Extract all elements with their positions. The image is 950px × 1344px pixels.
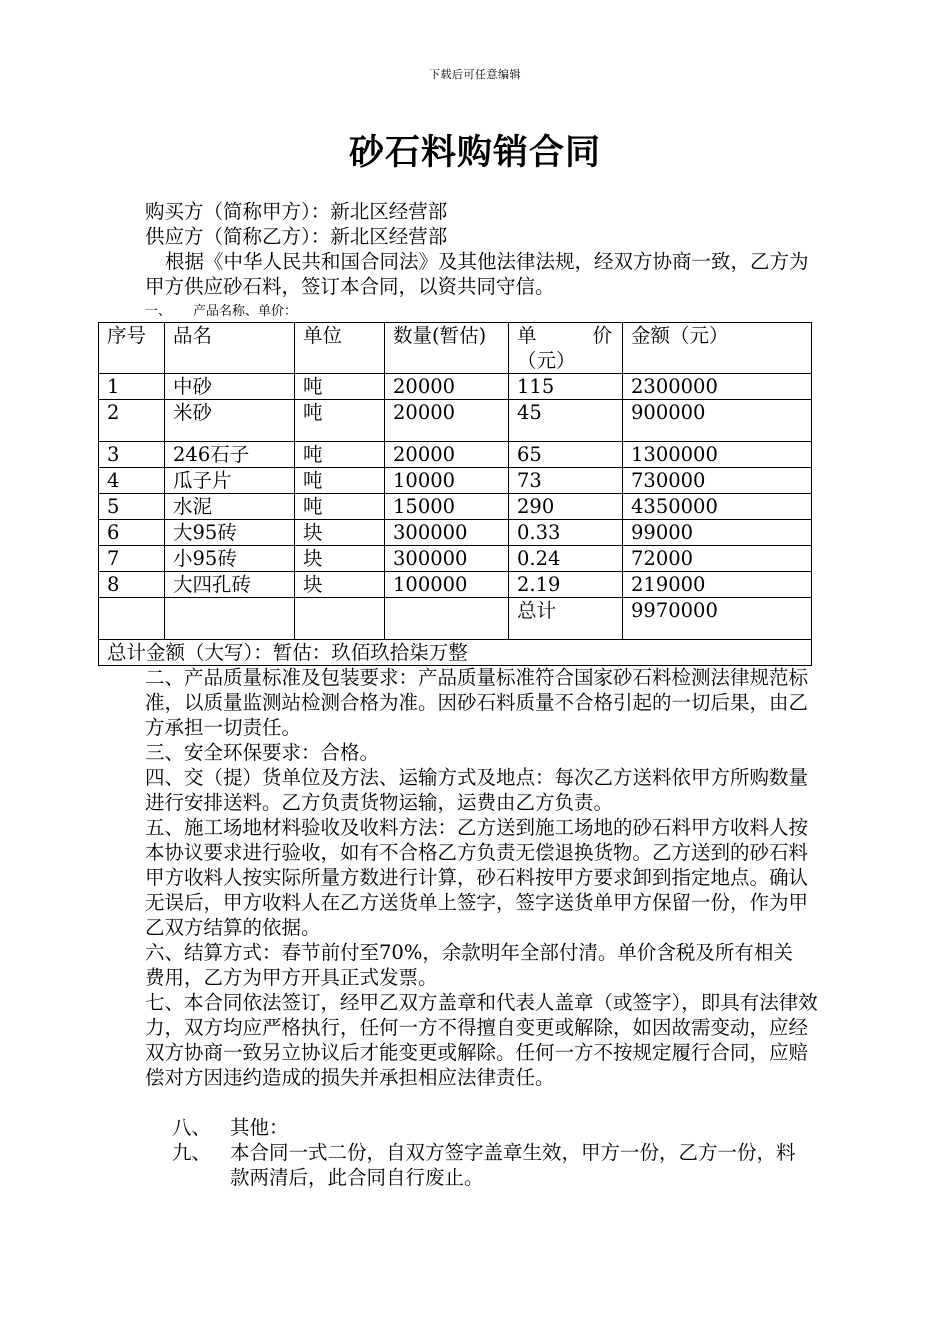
section-nine-text: 本合同一式二份，自双方签字盖章生效，甲方一份，乙方一份，料款两清后，此合同自行废止。 — [230, 1141, 796, 1189]
cell-unit: 吨 — [295, 468, 385, 494]
cell-price: 0.33 — [509, 520, 623, 546]
table-row — [99, 442, 812, 468]
section-three: 三、安全环保要求：合格。 — [145, 741, 380, 764]
cell-empty — [295, 598, 385, 640]
section-eight-number: 八、 — [172, 1116, 212, 1139]
cell-price: 290 — [509, 494, 623, 520]
cell-qty: 20000 — [385, 442, 509, 468]
cell-seq: 7 — [99, 546, 165, 572]
cell-unit: 块 — [295, 520, 385, 546]
document-title: 砂石料购销合同 — [348, 132, 601, 173]
cell-empty — [385, 598, 509, 640]
cell-amount: 730000 — [623, 468, 812, 494]
header-price-part2: 价 — [592, 324, 612, 347]
cell-qty: 300000 — [385, 520, 509, 546]
table-row — [99, 546, 812, 572]
cell-amount: 99000 — [623, 520, 812, 546]
table-total-row — [99, 598, 812, 640]
cell-amount: 72000 — [623, 546, 812, 572]
cell-qty: 100000 — [385, 572, 509, 598]
total-value: 9970000 — [623, 598, 812, 640]
cell-seq: 5 — [99, 494, 165, 520]
supplier-line: 供应方（简称乙方）：新北区经营部 — [145, 225, 448, 248]
cell-name: 大95砖 — [165, 520, 295, 546]
cell-empty — [99, 598, 165, 640]
section-six: 六、结算方式：春节前付至70%，余款明年全部付清。单价含税及所有相关费用，乙方为甲方开具正式发票。 — [145, 941, 793, 989]
section-eight-text: 其他： — [230, 1116, 289, 1139]
cell-unit: 吨 — [295, 400, 385, 442]
table-header-row — [99, 323, 812, 374]
table-row — [99, 374, 812, 400]
cell-unit: 吨 — [295, 442, 385, 468]
cell-qty: 20000 — [385, 374, 509, 400]
cell-qty: 10000 — [385, 468, 509, 494]
cell-seq: 6 — [99, 520, 165, 546]
section-nine-number: 九、 — [172, 1141, 212, 1164]
section-one-number: 一、 — [145, 304, 172, 319]
cell-amount: 2300000 — [623, 374, 812, 400]
table-row — [99, 520, 812, 546]
cell-price: 45 — [509, 400, 623, 442]
cell-price: 115 — [509, 374, 623, 400]
cell-amount: 4350000 — [623, 494, 812, 520]
product-table — [98, 322, 812, 666]
cell-unit: 块 — [295, 572, 385, 598]
header-note: 下载后可任意编辑 — [429, 68, 521, 81]
cell-price: 65 — [509, 442, 623, 468]
header-price-unit: （元） — [517, 349, 576, 372]
header-seq: 序号 — [99, 323, 165, 374]
cell-price: 0.24 — [509, 546, 623, 572]
header-unit: 单位 — [295, 323, 385, 374]
buyer-line: 购买方（简称甲方）：新北区经营部 — [145, 200, 448, 223]
cell-seq: 8 — [99, 572, 165, 598]
section-four: 四、交（提）货单位及方法、运输方式及地点：每次乙方送料依甲方所购数量进行安排送料。乙方负责货物运输，运费由乙方负责。 — [145, 766, 809, 814]
table-row — [99, 572, 812, 598]
cell-amount: 219000 — [623, 572, 812, 598]
section-seven: 七、本合同依法签订，经甲乙双方盖章和代表人盖章（或签字），即具有法律效力，双方均应严格执行，任何一方不得擅自变更或解除，如因故需变动，应经双方协商一致另立协议后才能变更或解除。任何一方不按规定履行合同，应赔偿对方因违约造成的损失并承担相应法律责任。 — [145, 991, 818, 1089]
cell-name: 瓜子片 — [165, 468, 295, 494]
section-one-heading — [145, 302, 297, 322]
cell-seq: 3 — [99, 442, 165, 468]
cell-seq: 1 — [99, 374, 165, 400]
cell-unit: 块 — [295, 546, 385, 572]
total-label: 总计 — [509, 598, 623, 640]
intro-paragraph: 根据《中华人民共和国合同法》及其他法律法规，经双方协商一致，乙方为甲方供应砂石料，签订本合同，以资共同守信。 — [145, 250, 809, 298]
total-words: 总计金额（大写）：暂估：玖佰玖拾柒万整 — [99, 640, 812, 666]
cell-name: 水泥 — [165, 494, 295, 520]
cell-unit: 吨 — [295, 494, 385, 520]
section-two: 二、产品质量标准及包装要求：产品质量标准符合国家砂石料检测法律规范标准，以质量监测站检测合格为准。因砂石料质量不合格引起的一切后果，由乙方承担一切责任。 — [145, 666, 809, 739]
cell-qty: 20000 — [385, 400, 509, 442]
header-qty: 数量(暂估) — [385, 323, 509, 374]
header-price — [509, 323, 623, 374]
cell-amount: 900000 — [623, 400, 812, 442]
header-amount: 金额（元） — [623, 323, 812, 374]
table-row — [99, 468, 812, 494]
header-price-part1: 单 — [517, 324, 537, 347]
cell-qty: 15000 — [385, 494, 509, 520]
table-row — [99, 494, 812, 520]
cell-seq: 4 — [99, 468, 165, 494]
cell-name: 246石子 — [165, 442, 295, 468]
cell-price: 73 — [509, 468, 623, 494]
section-nine — [172, 1140, 812, 1190]
cell-name: 中砂 — [165, 374, 295, 400]
cell-name: 大四孔砖 — [165, 572, 295, 598]
section-one-label: 产品名称、单价： — [193, 304, 298, 319]
cell-price: 2.19 — [509, 572, 623, 598]
total-words-row — [99, 640, 812, 666]
section-eight — [172, 1115, 289, 1140]
table-row — [99, 400, 812, 442]
cell-name: 米砂 — [165, 400, 295, 442]
cell-name: 小95砖 — [165, 546, 295, 572]
header-name: 品名 — [165, 323, 295, 374]
cell-qty: 300000 — [385, 546, 509, 572]
cell-seq: 2 — [99, 400, 165, 442]
cell-amount: 1300000 — [623, 442, 812, 468]
cell-unit: 吨 — [295, 374, 385, 400]
cell-empty — [165, 598, 295, 640]
section-five: 五、施工场地材料验收及收料方法：乙方送到施工场地的砂石料甲方收料人按本协议要求进行验收，如有不合格乙方负责无偿退换货物。乙方送到的砂石料甲方收料人按实际所量方数进行计算，砂石料按甲方要求卸到指定地点。确认无误后，甲方收料人在乙方送货单上签字，签字送货单甲方保留一份，作为甲乙双方结算的依据。 — [145, 816, 809, 939]
